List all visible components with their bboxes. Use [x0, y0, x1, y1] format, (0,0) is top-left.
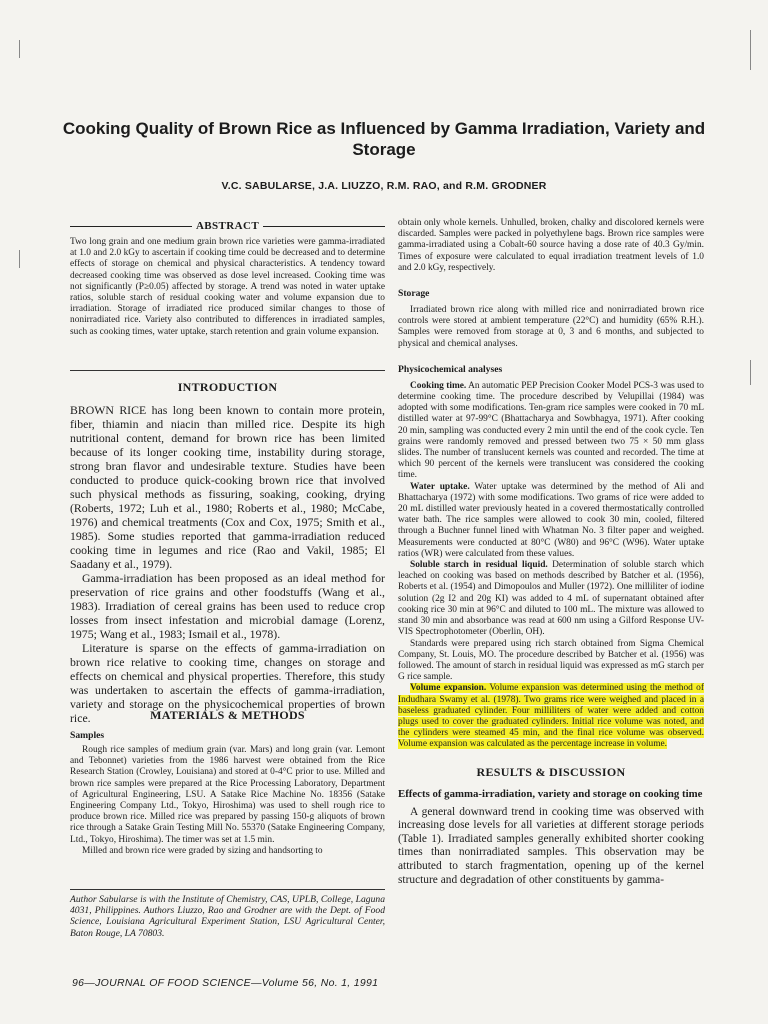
introduction-paragraph-2: Gamma-irradiation has been proposed as an ideal method for preservation of rice grains and other foodstuffs (Wang et al., 1983). Irradiation of cereal grains has been used to reduce crop losses from insect infestation and microbial damage (Lorenz, 1975; Wang et al., 1983; Ismail et al., 1978). — [70, 571, 385, 641]
water-uptake-paragraph — [398, 482, 704, 560]
samples-subheading: Samples — [70, 730, 105, 741]
samples-paragraph: Rough rice samples of medium grain (var. Mars) and long grain (var. Lemont and Tebonnet) varieties from the 1986 harvest were obtained from the Rice Research Station (Crowley, Louisiana) and stored at 0-4°C prior to use. Milled and brown rice samples were prepared at the Rice Processing Laboratory, Department of Agricultural Engineering, LSU. A Satake Rice Machine No. 18356 (Satake Engineering Company Ltd., Tokyo, Hiroshima) was used to shell rough rice to produce brown rice. Milled rice was prepared by passing 150-g aliquots of brown rice through a Satake Grain Testing Mill No. 55370 (Satake Engineering Company, Ltd., Tokyo, Hiroshima). The timer was set at 1.5 min. — [70, 745, 385, 845]
results-heading: RESULTS & DISCUSSION — [476, 764, 626, 779]
introduction-section — [70, 380, 385, 725]
soluble-starch-label: Soluble starch in residual liquid. — [410, 560, 548, 571]
footnote-divider — [70, 889, 385, 890]
right-margin-mark-2 — [750, 360, 751, 385]
abstract-heading — [70, 220, 385, 232]
samples-continuation: obtain only whole kernels. Unhulled, broken, chalky and discolored kernels were discarded. Samples were packed in polyethylene bags. Brown rice samples were gamma-irradiated using a Cobalt-60 source having a dose rate of 40.3 Gy/min. Times of exposure were calculated to equal irradiation treatment levels of 1.0 and 2.0 kGy, respectively. — [398, 218, 704, 273]
left-column — [70, 220, 385, 338]
water-uptake-label: Water uptake. — [410, 481, 470, 492]
methods-section — [70, 708, 385, 857]
cooking-time-paragraph — [398, 381, 704, 482]
results-paragraph: A general downward trend in cooking time was observed with increasing dose levels for all varieties at different storage periods (Table 1). Irradiated samples generally exhibited shorter cooking times than nonirradiated samples. This observation may be attributed to starch fragmentation, opening up of the kernel structure and degradation of other constituents by gamma- — [398, 805, 704, 886]
cooking-time-text: An automatic PEP Precision Cooker Model PCS-3 was used to determine cooking time. The procedure described by Velupillai (1984) was adopted with some modifications. Ten-gram rice samples were cooked in 70 mL distilled water at 97-99°C (Bhattacharya and Sowbhagya, 1971). After cooking 20 min, sampling was conducted every 2 min until the end of the cook cycle. Ten grains were randomly removed and pressed between two 75 × 50 mm glass slides. The number of translucent kernels was counted and recorded. The time at which 90 percent of the kernels were translucent was considered the cooking time. — [398, 380, 704, 481]
journal-footer: 96—JOURNAL OF FOOD SCIENCE—Volume 56, No. 1, 1991 — [72, 977, 379, 989]
abstract-heading-label: ABSTRACT — [195, 220, 260, 232]
introduction-heading: INTRODUCTION — [177, 380, 278, 394]
soluble-starch-text: Determination of soluble starch which leached on cooking was based on methods described by Batcher et al. (1956), Roberts et al. (1954) and Dimopoulos and Muller (1972). One milliliter of iodine solution (2g I2 and 20g KI) was added to 4 mL of supernatant obtained after cooking rice 30 min at 96°C and diluted to 100 mL. The mixture was allowed to stand 30 min and absorbance was read at 600 nm using a Gilford Response UV-VIS Spectrophotometer (Oberlin, OH). — [398, 560, 704, 638]
volume-expansion-highlight — [398, 683, 704, 749]
cooking-time-label: Cooking time. — [410, 380, 467, 391]
storage-subheading: Storage — [398, 288, 430, 300]
introduction-paragraph-1: BROWN RICE has long been known to contain more protein, fiber, thiamin and niacin than milled rice. Despite its high nutritional content, demand for brown rice has been limited because of its longer cooking time, instability during storage, strong bran flavor and undesirable texture. Studies have been conducted to produce quick-cooking brown rice that involved such physical methods as fissuring, soaking, cooking, drying (Roberts, 1972; Luh et al., 1980; Roberts et al., 1980; McCabe, 1976) and chemical treatments (Cox and Cox, 1975; Smith et al., 1985). Some studies reported that gamma-irradiation reduced cooking time in legumes and rice (Rao and Vakil, 1985; El Saadany et al., 1979). — [70, 403, 385, 571]
standards-paragraph: Standards were prepared using rich starch obtained from Sigma Chemical Company, St. Louis, MO. The procedure described by Batcher et al. (1956) was followed. The amount of starch in residual liquid was expressed as mG starch per G rice sample. — [398, 638, 704, 683]
samples-paragraph-2: Milled and brown rice were graded by sizing and handsorting to — [82, 845, 323, 856]
water-uptake-text: Water uptake was determined by the method of Ali and Bhattacharya (1972) with some modifications. Two grams of rice were added to 20 mL distilled water previously heated in a covered thermostatically controlled water bath. The rice samples were allowed to cook 30 min, cooled, filtered through a Buchner funnel lined with Whatman No. 3 filter paper and weighed. Measurements were conducted at 80°C (W80) and 96°C (W96). Water uptake ratios (WR) were calculated from these values. — [398, 481, 704, 559]
left-margin-mark-2 — [19, 250, 20, 268]
volume-expansion-text: Volume expansion was determined using the method of Indudhara Swamy et al. (1978). Two grams rice were weighed and placed in a baseless graduated cylinder. Four milliliters of water were added and cotton plugs used to cover the graduated cylinders. Initial rice volume was noted, and the cylinders were steamed 45 min, and the final rice volume was observed. Volume expansion was calculated as the percentage increase in volume. — [398, 683, 704, 750]
author-footnote — [70, 894, 385, 939]
author-list: V.C. SABULARSE, J.A. LIUZZO, R.M. RAO, and R.M. GRODNER — [221, 180, 547, 192]
left-margin-mark-1 — [19, 40, 20, 58]
abstract-text: Two long grain and one medium grain brown rice varieties were gamma-irradiated at 1.0 and 2.0 kGy to ascertain if cooking time could be decreased and to determine effects of storage on chemical and physical characteristics. A tendency toward decreased cooking time was observed as dose level increased. Cooking time was not significantly (P≥0.05) affected by storage. A trend was noted in water uptake ratios, soluble starch of residual cooking water and volume expansion due to irradiation. Storage of irradiated rice produced similar changes to those of nonirradiated rice. Variety also contributed to differences in irradiated samples, such as cooking times, water uptake, starch retention and grain volume expansion. — [70, 237, 385, 337]
volume-expansion-paragraph — [398, 683, 704, 750]
abstract-divider — [70, 370, 385, 371]
right-column — [398, 218, 704, 887]
introduction-paragraph-3: Literature is sparse on the effects of gamma-irradiation on brown rice relative to cooking time, changes on storage and effects on chemical and physical properties. Therefore, this study was undertaken to ascertain the effects of gamma-irradiation, variety and storage on the physicochemical properties of brown rice. — [70, 641, 385, 725]
volume-expansion-label: Volume expansion. — [410, 683, 487, 694]
soluble-starch-paragraph — [398, 560, 704, 638]
right-margin-mark-1 — [750, 30, 751, 70]
paper-title: Cooking Quality of Brown Rice as Influenced by Gamma Irradiation, Variety and Storage — [62, 119, 706, 159]
author-affiliations: Author Sabularse is with the Institute of Chemistry, CAS, UPLB, College, Laguna 4031, Philippines. Authors Liuzzo, Rao and Grodner are with the Dept. of Food Science, Louisiana Agricultural Experiment Station, LSU Agricultural Center, Baton Rouge, LA 70803. — [70, 894, 385, 939]
physicochemical-subheading: Physicochemical analyses — [398, 363, 503, 375]
results-subheading: Effects of gamma-irradiation, variety and storage on cooking time — [398, 787, 703, 800]
methods-heading: MATERIALS & METHODS — [150, 708, 305, 722]
storage-paragraph: Irradiated brown rice along with milled rice and nonirradiated brown rice controls were stored at ambient temperature (22°C) and humidity (65% R.H.). Samples were removed from storage at 0, 3 and 6 months, and subjected to physical and chemical analyses. — [398, 305, 704, 349]
